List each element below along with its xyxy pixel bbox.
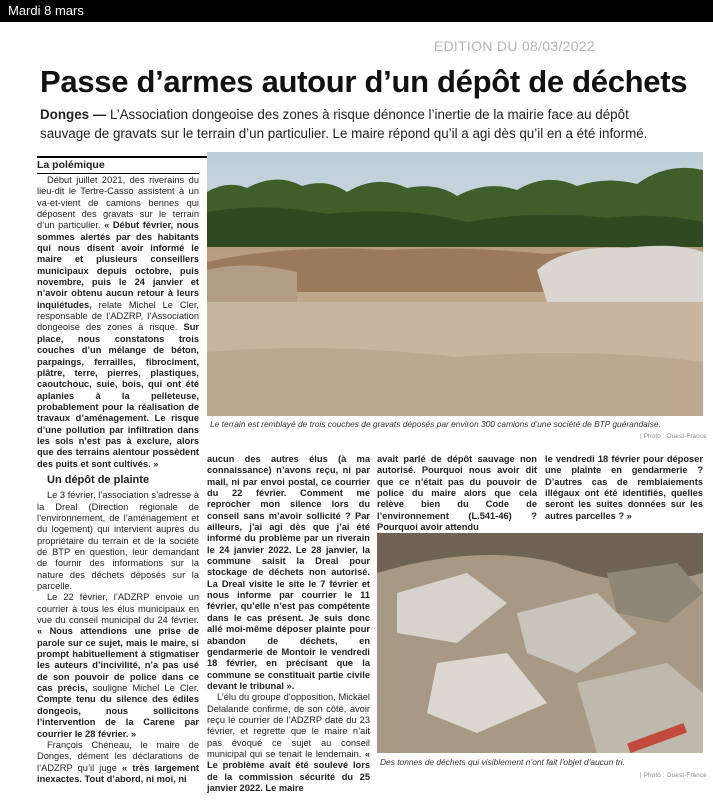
issue-date: Mardi 8 mars (8, 3, 84, 18)
paragraph: aucun des autres élus (à ma connaissance) n’avons reçu, ni par mail, ni par envoi postal, ce courrier du 22 février. Comment me reprocher mon silence lors du conseil sans m’avoir sollicité ? Par ailleurs, j’ai agi dès que j’ai été informé du problème par un riverain le 24 janvier 2022. Le 28 janvier, la commune saisit la Dreal pour stockage de déchets non autorisé. La Dreal visite le site le 7 février et nous informe par courrier le 11 février, qu’elle n’est pas compétente dans le cas présent. Je suis donc allé moi-même déposer plainte pour abandon de déchets, en gendarmerie de Montoir le vendredi 18 février, en précisant que la commune se constituait partie civile devant le tribunal ». (207, 454, 370, 691)
lede-dateline: Donges — (40, 107, 107, 122)
paragraph: le vendredi 18 février pour déposer une plainte en gendarmerie ? D’autres cas de remblaiements illégaux ont été identifiés, quelles seront les suites données sur les autres parcelles ? » (545, 454, 703, 521)
photo-1-credit: | Photo : Ouest-France (640, 433, 707, 440)
photo-2-caption: Des tonnes de déchets qui visiblement n’ont fait l’objet d’aucun tri. (380, 757, 625, 767)
paragraph: Début juillet 2021, des riverains du lieu-dit le Tertre-Casso assistent à un va-et-vient de camions bennes qui déposent des gravats sur le terrain d’un particulier. « Début février, nous sommes alertés par des habitants qui nous disent avoir informé le maire et plusieurs conseillers municipaux depuis octobre, puis novembre, puis le 24 janvier et n’avoir obtenu aucun retour à leurs inquiétudes, relate Michel Le Cler, responsable de l’ADZRP, l’Association dongeoise des zones à risque. Sur place, nous constatons trois couches d’un mélange de béton, parpaings, ferrailles, fibrociment, plâtre, terre, pierres, plastiques, caoutchouc, suie, bois, qui ont été aplanies à la pelleteuse, probablement pour la réalisation de travaux d’aménagement. Le risque d’une pollution par infiltration dans les sols n’est pas à exclure, alors que des terrains alentour possèdent des puits et sont cultivés. » (37, 175, 199, 469)
column-4 (545, 454, 703, 522)
photo-2-credit: | Photo : Ouest-France (640, 772, 707, 779)
paragraph: L’élu du groupe d’opposition, Mickäel Delalande confirme, de son côté, avoir reçu le courrier de l’ADZRP daté du 23 février, et regrette que le maire n’ait pas évoqué ce sujet au conseil municipal qui se tenait le lendemain. « Le problème avait été soulevé lors de la commission sécurité du 25 janvier 2022. Le maire (207, 692, 370, 793)
column-2 (207, 454, 370, 794)
paragraph: Le 22 février, l’ADZRP envoie un courrier à tous les élus municipaux en vue du conseil municipal du 24 février. « Nous attendions une prise de parole sur ce sujet, mais le maire, si prompt habituellement à stigmatiser les auteurs d’incivilité, n’a pas usé de son pouvoir de police dans ce cas précis, souligne Michel Le Cler. Compte tenu du silence des édiles dongeois, nous sollicitons l’intervention de la Carene par courrier le 28 février. » (37, 592, 199, 739)
article-lede (40, 105, 650, 143)
top-date-bar (0, 0, 713, 22)
subheading: Un dépôt de plainte (47, 473, 150, 486)
lede-text: L’Association dongeoise des zones à risque dénonce l’inertie de la mairie face au dépôt sauvage de gravats sur le terrain d’un particulier. Le maire répond qu’il a agi dès qu’il en a été informé. (40, 107, 648, 141)
article-headline: Passe d’armes autour d’un dépôt de déchets (40, 64, 688, 99)
paragraph: avait parlé de dépôt sauvage non autorisé. Pourquoi nous avoir dit que ce n’était pas du pouvoir de police du maire alors que cela relève bien du Code de l’environnement (L.541-46) ? Pourquoi avoir attendu (377, 454, 537, 533)
rubble-photo (377, 533, 703, 753)
photo-1-caption: Le terrain est remblayé de trois couches de gravats déposés par environ 300 camions d’une société de BTP guérandaise. (210, 419, 661, 429)
landfill-photo (207, 152, 703, 416)
column-1 (37, 175, 199, 785)
paragraph: François Chéneau, le maire de Donges, dément les déclarations de l’ADZRP qu’il juge « très largement inexactes. Tout d’abord, ni moi, ni (37, 739, 200, 784)
column-3 (377, 454, 537, 533)
edition-label: EDITION DU 08/03/2022 (433, 38, 595, 54)
paragraph: Le 3 février, l’association s’adresse à la Dreal (Direction régionale de l’environnement, de l’aménagement et du logement) qui intervient auprès du propriétaire du terrain et de la société de BTP en question, leur demandant de fournir des informations sur la nature des déchets déposés sur la parcelle. (37, 490, 199, 592)
section-label: La polémique (37, 158, 199, 174)
